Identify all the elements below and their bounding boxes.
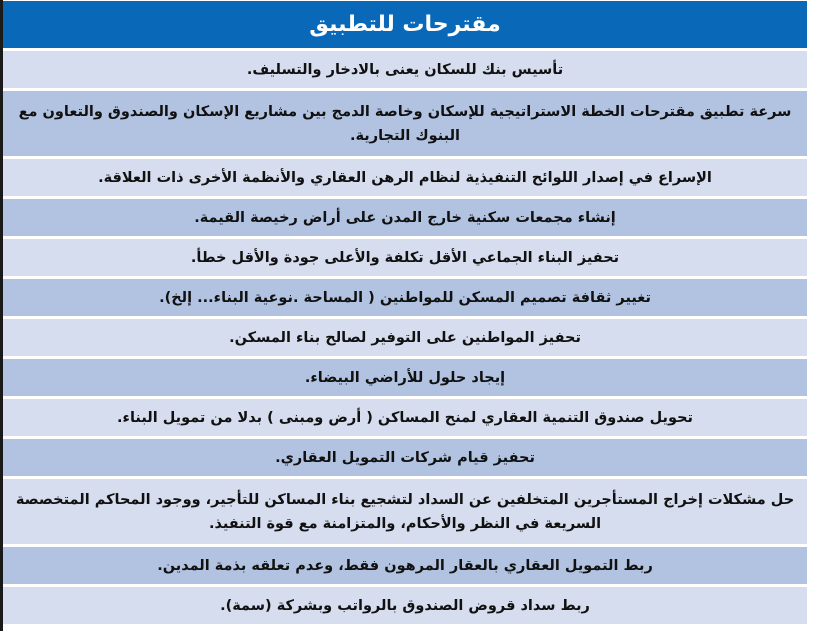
table-row: الإسراع في إصدار اللوائح التنفيذية لنظام الرهن العقاري والأنظمة الأخرى ذات العلاقة. <box>3 159 807 196</box>
table-row: تحفيز المواطنين على التوفير لصالح بناء المسكن. <box>3 319 807 356</box>
table-row: سرعة تطبيق مقترحات الخطة الاستراتيجية للإسكان وخاصة الدمج بين مشاريع الإسكان والصندوق والتعاون مع البنوك التجارية. <box>3 91 807 156</box>
table-row: تغيير ثقافة تصميم المسكن للمواطنين ( المساحة .نوعية البناء... إلخ). <box>3 279 807 316</box>
suggestions-table <box>3 0 807 624</box>
table-row: إنشاء مجمعات سكنية خارج المدن على أراض رخيصة القيمة. <box>3 199 807 236</box>
table-row: إيجاد حلول للأراضي البيضاء. <box>3 359 807 396</box>
table-row: حل مشكلات إخراج المستأجرين المتخلفين عن السداد لتشجيع بناء المساكن للتأجير، ووجود المحاكم المتخصصة السريعة في النظر والأحكام، والمتزامنة مع قوة التنفيذ. <box>3 479 807 544</box>
table-title: مقترحات للتطبيق <box>3 1 807 48</box>
table-row: تحويل صندوق التنمية العقاري لمنح المساكن ( أرض ومبنى ) بدلا من تمويل البناء. <box>3 399 807 436</box>
table-row: ربط التمويل العقاري بالعقار المرهون فقط، وعدم تعلقه بذمة المدين. <box>3 547 807 584</box>
table-row: تأسيس بنك للسكان يعنى بالادخار والتسليف. <box>3 51 807 88</box>
table-row: ربط سداد قروض الصندوق بالرواتب وبشركة (سمة). <box>3 587 807 624</box>
table-row: تحفيز البناء الجماعي الأقل تكلفة والأعلى جودة والأقل خطأ. <box>3 239 807 276</box>
table-row: تحفيز قيام شركات التمويل العقاري. <box>3 439 807 476</box>
